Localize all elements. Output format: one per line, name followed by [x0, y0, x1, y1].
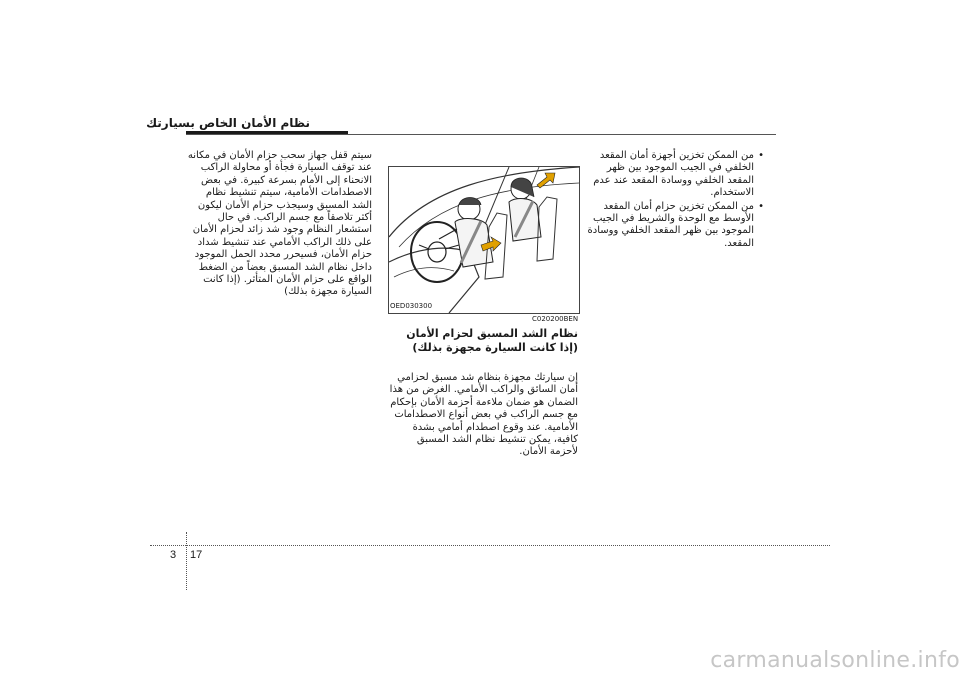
- heading-line: (إذا كانت السيارة مجهزة بذلك): [412, 341, 578, 354]
- footer-divider: [150, 545, 830, 546]
- watermark: carmanualsonline.info: [710, 648, 960, 673]
- footer-vertical-divider: [186, 532, 187, 590]
- body-paragraph: سيتم قفل جهاز سحب حزام الأمان في مكانه عند توقف السيارة فجأة أو محاولة الراكب الانحناء إلى الأمام بسرعة كبيرة. في بعض الاصطدامات الأمامية، سيتم تنشيط نظام الشد المسبق وسيجذب حزام الأمان ليكون أكثر تلاصقاً مع جسم الراكب. في حال استشعار النظام وجود شد زائد لحزام الأمان على ذلك الراكب الأمامي عند تنشيط شداد حزام الأمان، فسيحرر محدد الحمل الموجود داخل نظام الشد المسبق بعضاً من الضغط الواقع على حزام الأمان المتأثر. (إذا كانت السيارة مجهزة بذلك): [187, 150, 372, 298]
- car-interior-drawing: [389, 167, 579, 313]
- page-number: 17: [190, 549, 203, 561]
- bullet-item: [584, 201, 764, 251]
- left-column: [186, 150, 372, 299]
- figure-code: OED030300: [390, 302, 433, 310]
- page-header-title: نظام الأمان الخاص بسيارتك: [146, 116, 310, 130]
- bullet-text: من الممكن تخزين حزام أمان المقعد الأوسط مع الوحدة والشريط في الجيب الموجود بين ظهر المقعد الخلفي ووسادة المقعد.: [587, 200, 754, 249]
- bullet-icon: •: [758, 200, 764, 212]
- heading-line: نظام الشد المسبق لحزام الأمان: [406, 327, 578, 340]
- pretensioner-illustration: [388, 166, 580, 314]
- bullet-text: من الممكن تخزين أجهزة أمان المقعد الخلفي في الجيب الموجود بين ظهر المقعد الخلفي ووسادة المقعد عند عدم الاستخدام.: [593, 150, 754, 199]
- section-heading: [388, 327, 578, 355]
- bullet-item: [584, 150, 764, 200]
- header-rule-thin: [186, 134, 776, 135]
- bullet-icon: •: [758, 150, 764, 161]
- middle-column: [388, 372, 578, 459]
- body-paragraph: إن سيارتك مجهزة بنظام شد مسبق لحزامي أمان السائق والراكب الأمامي. الغرض من هذا الضمان هو ضمان ملاءمة أحزمة الأمان بإحكام مع جسم الراكب في بعض أنواع الاصطدامات الأمامية. عند وقوع اصطدام أمامي بشدة كافية، يمكن تنشيط نظام الشد المسبق لأحزمة الأمان.: [389, 372, 578, 458]
- reference-code: C020200BEN: [532, 315, 579, 323]
- right-column: [584, 150, 764, 251]
- section-number: 3: [170, 549, 177, 561]
